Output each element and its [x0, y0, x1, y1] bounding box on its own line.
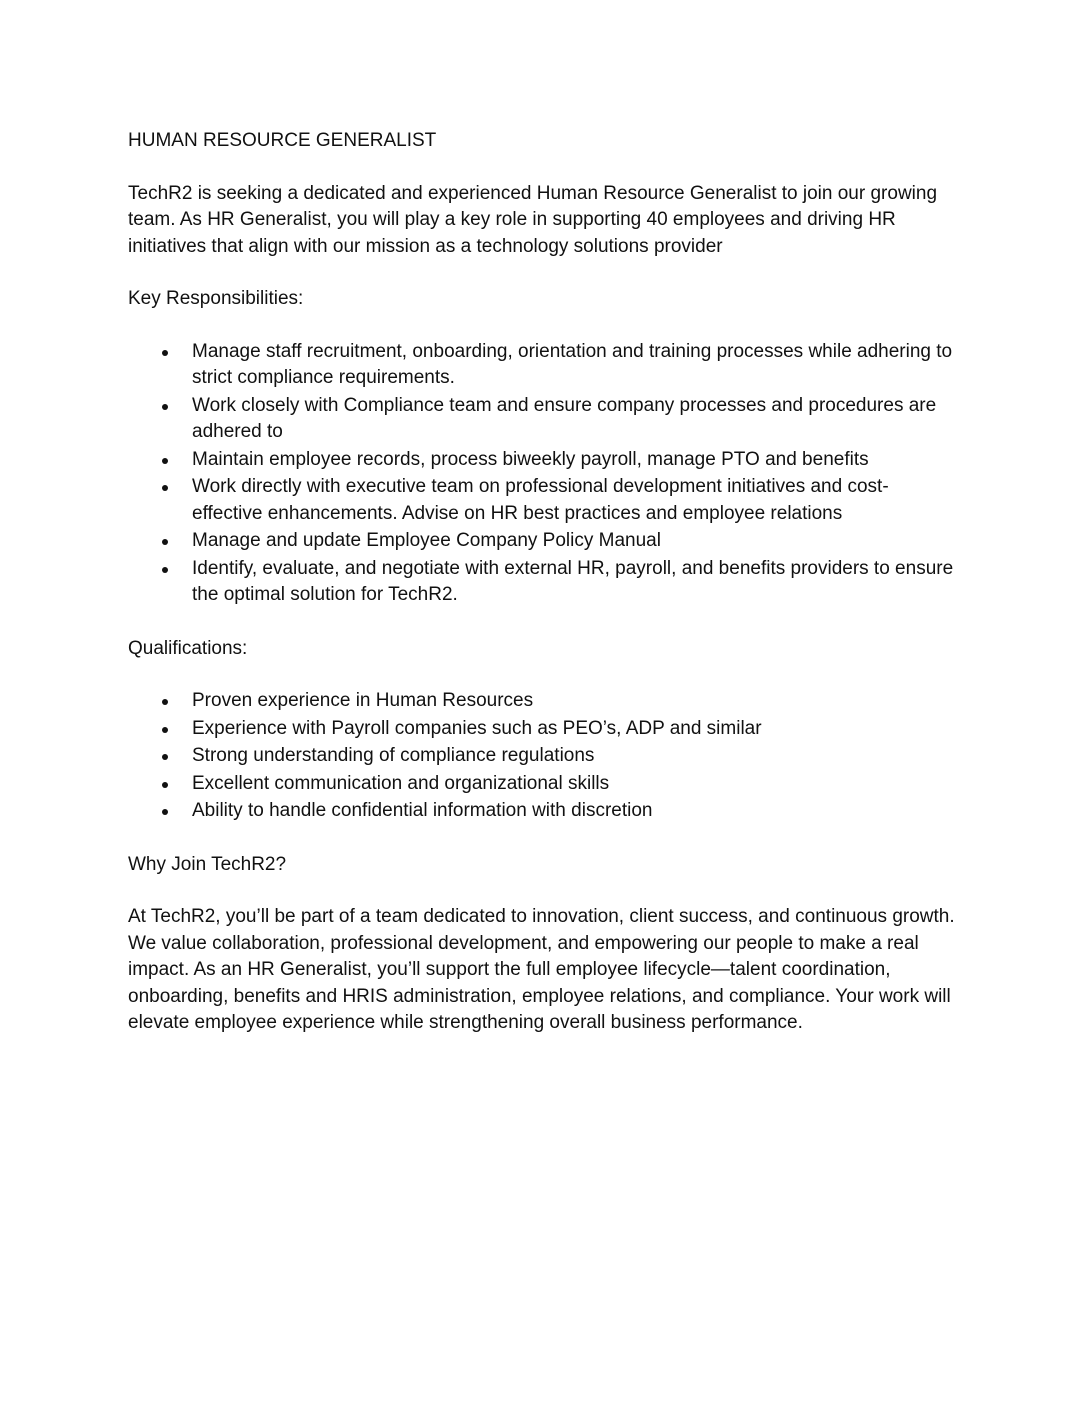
bullet-icon — [162, 754, 168, 760]
bullet-icon — [162, 567, 168, 573]
list-item-text: Strong understanding of compliance regulations — [192, 745, 595, 766]
intro-paragraph: TechR2 is seeking a dedicated and experienced Human Resource Generalist to join our growing team. As HR Generalist, you will play a key role in supporting 40 employees and driving HR initiatives that align with our mission as a technology solutions provider — [128, 182, 938, 257]
list-item-text: Proven experience in Human Resources — [192, 690, 534, 711]
list-item-text: Identify, evaluate, and negotiate with external HR, payroll, and benefits providers to ensure the optimal solution for TechR2. — [192, 557, 954, 605]
list-item-text: Manage staff recruitment, onboarding, orientation and training processes while adhering to strict compliance requirements. — [192, 340, 953, 388]
list-item-text: Work directly with executive team on professional development initiatives and cost-effective enhancements. Advise on HR best practices and employee relations — [192, 476, 889, 524]
list-item-text: Experience with Payroll companies such as PEO’s, ADP and similar — [192, 717, 762, 739]
list-item — [128, 393, 958, 446]
job-title: HUMAN RESOURCE GENERALIST — [128, 130, 437, 151]
bullet-icon — [162, 485, 168, 491]
bullet-icon — [162, 458, 168, 464]
list-item — [128, 474, 958, 527]
list-item — [128, 688, 958, 715]
bullet-icon — [162, 699, 168, 705]
bullet-icon — [162, 404, 168, 410]
responsibilities-heading: Key Responsibilities: — [128, 288, 304, 309]
list-item-text: Maintain employee records, process biweekly payroll, manage PTO and benefits — [192, 448, 869, 470]
list-item — [128, 743, 958, 770]
list-item — [128, 339, 958, 392]
document-page — [128, 128, 958, 1037]
bullet-icon — [162, 727, 168, 733]
list-item — [128, 771, 958, 798]
why-join-heading: Why Join TechR2? — [128, 853, 287, 875]
list-item — [128, 447, 958, 474]
bullet-icon — [162, 350, 168, 356]
list-item — [128, 556, 958, 609]
qualifications-list — [128, 688, 958, 825]
list-item-text: Excellent communication and organizational skills — [192, 772, 610, 794]
qualifications-heading: Qualifications: — [128, 637, 248, 659]
list-item — [128, 798, 958, 825]
list-item-text: Ability to handle confidential information with discretion — [192, 800, 653, 821]
list-item-text: Work closely with Compliance team and ensure company processes and procedures are adhered to — [192, 394, 937, 442]
responsibilities-list — [128, 339, 958, 609]
list-item — [128, 716, 958, 743]
bullet-icon — [162, 809, 168, 815]
list-item-text: Manage and update Employee Company Policy Manual — [192, 530, 661, 551]
why-join-paragraph: At TechR2, you’ll be part of a team dedicated to innovation, client success, and continuous growth. We value collaboration, professional development, and empowering our people to make a real impact. As an HR Generalist, you’ll support the full employee lifecycle—talent coordination, onboarding, benefits and HRIS administration, employee relations, and compliance. Your work will elevate employee experience while strengthening overall business performance. — [128, 906, 955, 1033]
list-item — [128, 528, 958, 555]
bullet-icon — [162, 782, 168, 788]
bullet-icon — [162, 539, 168, 545]
